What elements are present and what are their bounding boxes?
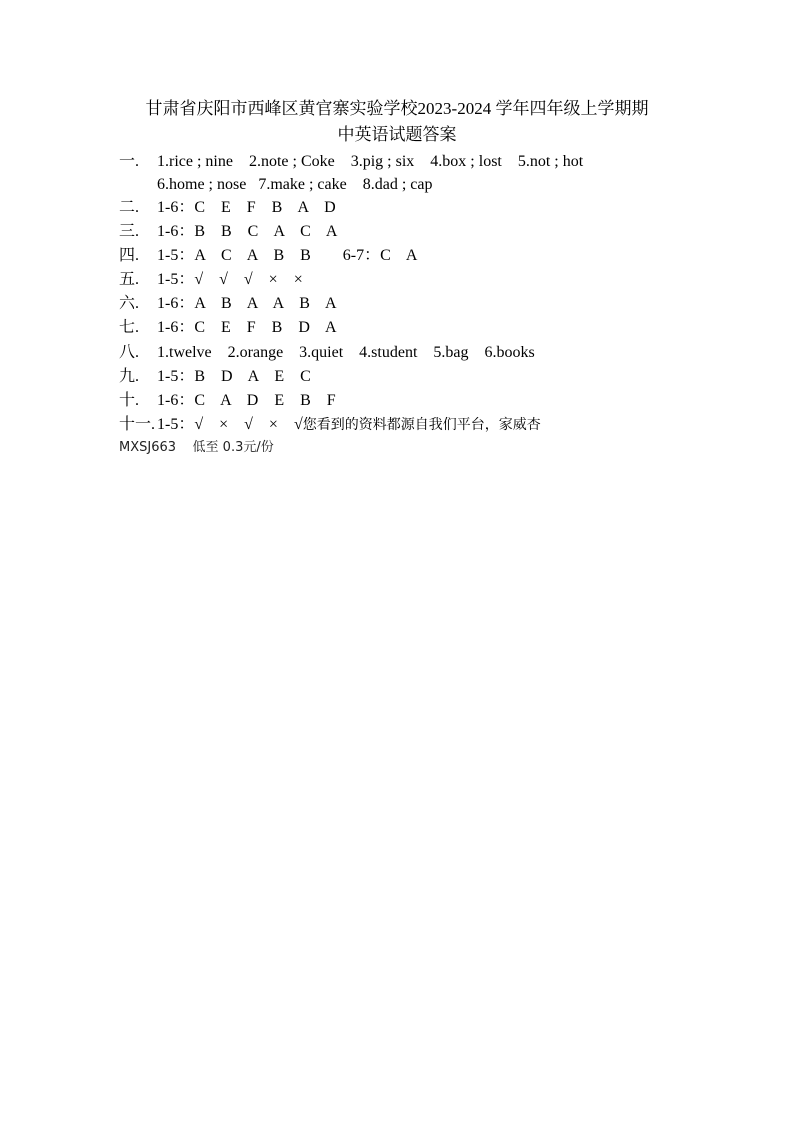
section-number: 十一.: [119, 416, 156, 433]
section-number: 三.: [119, 223, 140, 240]
answer-row-11: [119, 414, 541, 436]
answer-row-1-continued: [157, 174, 432, 196]
section-answers: 1.twelve 2.orange 3.quiet 4.student 5.bag 6.books: [157, 344, 535, 361]
platform-notice: 您看到的资料都源自我们平台，家威杏: [302, 417, 541, 433]
answer-row-8: [119, 342, 535, 364]
answer-row-4: [119, 245, 417, 267]
answer-row-10: [119, 390, 336, 412]
answer-row-1: [119, 151, 583, 173]
section-answers: 1-6：C E F B D A: [157, 319, 337, 336]
section-number: 七.: [119, 319, 140, 336]
section-number: 六.: [119, 295, 140, 312]
page-title-line-1: 甘肃省庆阳市西峰区黄官寨实验学校2023-2024 学年四年级上学期期: [145, 99, 649, 118]
section-number: 二.: [119, 199, 140, 216]
footer-note: MXSJ663 低至 0.3元/份: [119, 440, 274, 455]
section-number: 一.: [119, 153, 140, 170]
section-answers: 1-6：C E F B A D: [157, 199, 336, 216]
section-answers: 1-5：B D A E C: [157, 368, 311, 385]
section-number: 九.: [119, 368, 140, 385]
answer-row-3: [119, 221, 337, 243]
section-answers: 1-6：C A D E B F: [157, 392, 336, 409]
page-title-line-2: 中英语试题答案: [337, 125, 457, 144]
section-answers: 1-5：√ × √ × √: [157, 416, 303, 433]
answer-row-7: [119, 317, 337, 339]
section-number: 四.: [119, 247, 140, 264]
section-answers: 6.home ; nose 7.make ; cake 8.dad ; cap: [157, 176, 433, 193]
section-answers: 1-6：B B C A C A: [157, 223, 338, 240]
section-number: 十.: [119, 392, 140, 409]
answer-row-6: [119, 293, 337, 315]
section-number: 五.: [119, 271, 140, 288]
section-answers: 1-6：A B A A B A: [157, 295, 337, 312]
section-number: 八.: [119, 344, 140, 361]
section-answers: 1-5：A C A B B 6-7：C A: [157, 247, 418, 264]
section-answers: 1.rice ; nine 2.note ; Coke 3.pig ; six 4.box ; lost 5.not ; hot: [157, 153, 584, 170]
section-answers: 1-5：√ √ √ × ×: [157, 271, 303, 288]
answer-row-5: [119, 269, 303, 291]
answer-row-2: [119, 197, 336, 219]
answer-row-9: [119, 366, 311, 388]
